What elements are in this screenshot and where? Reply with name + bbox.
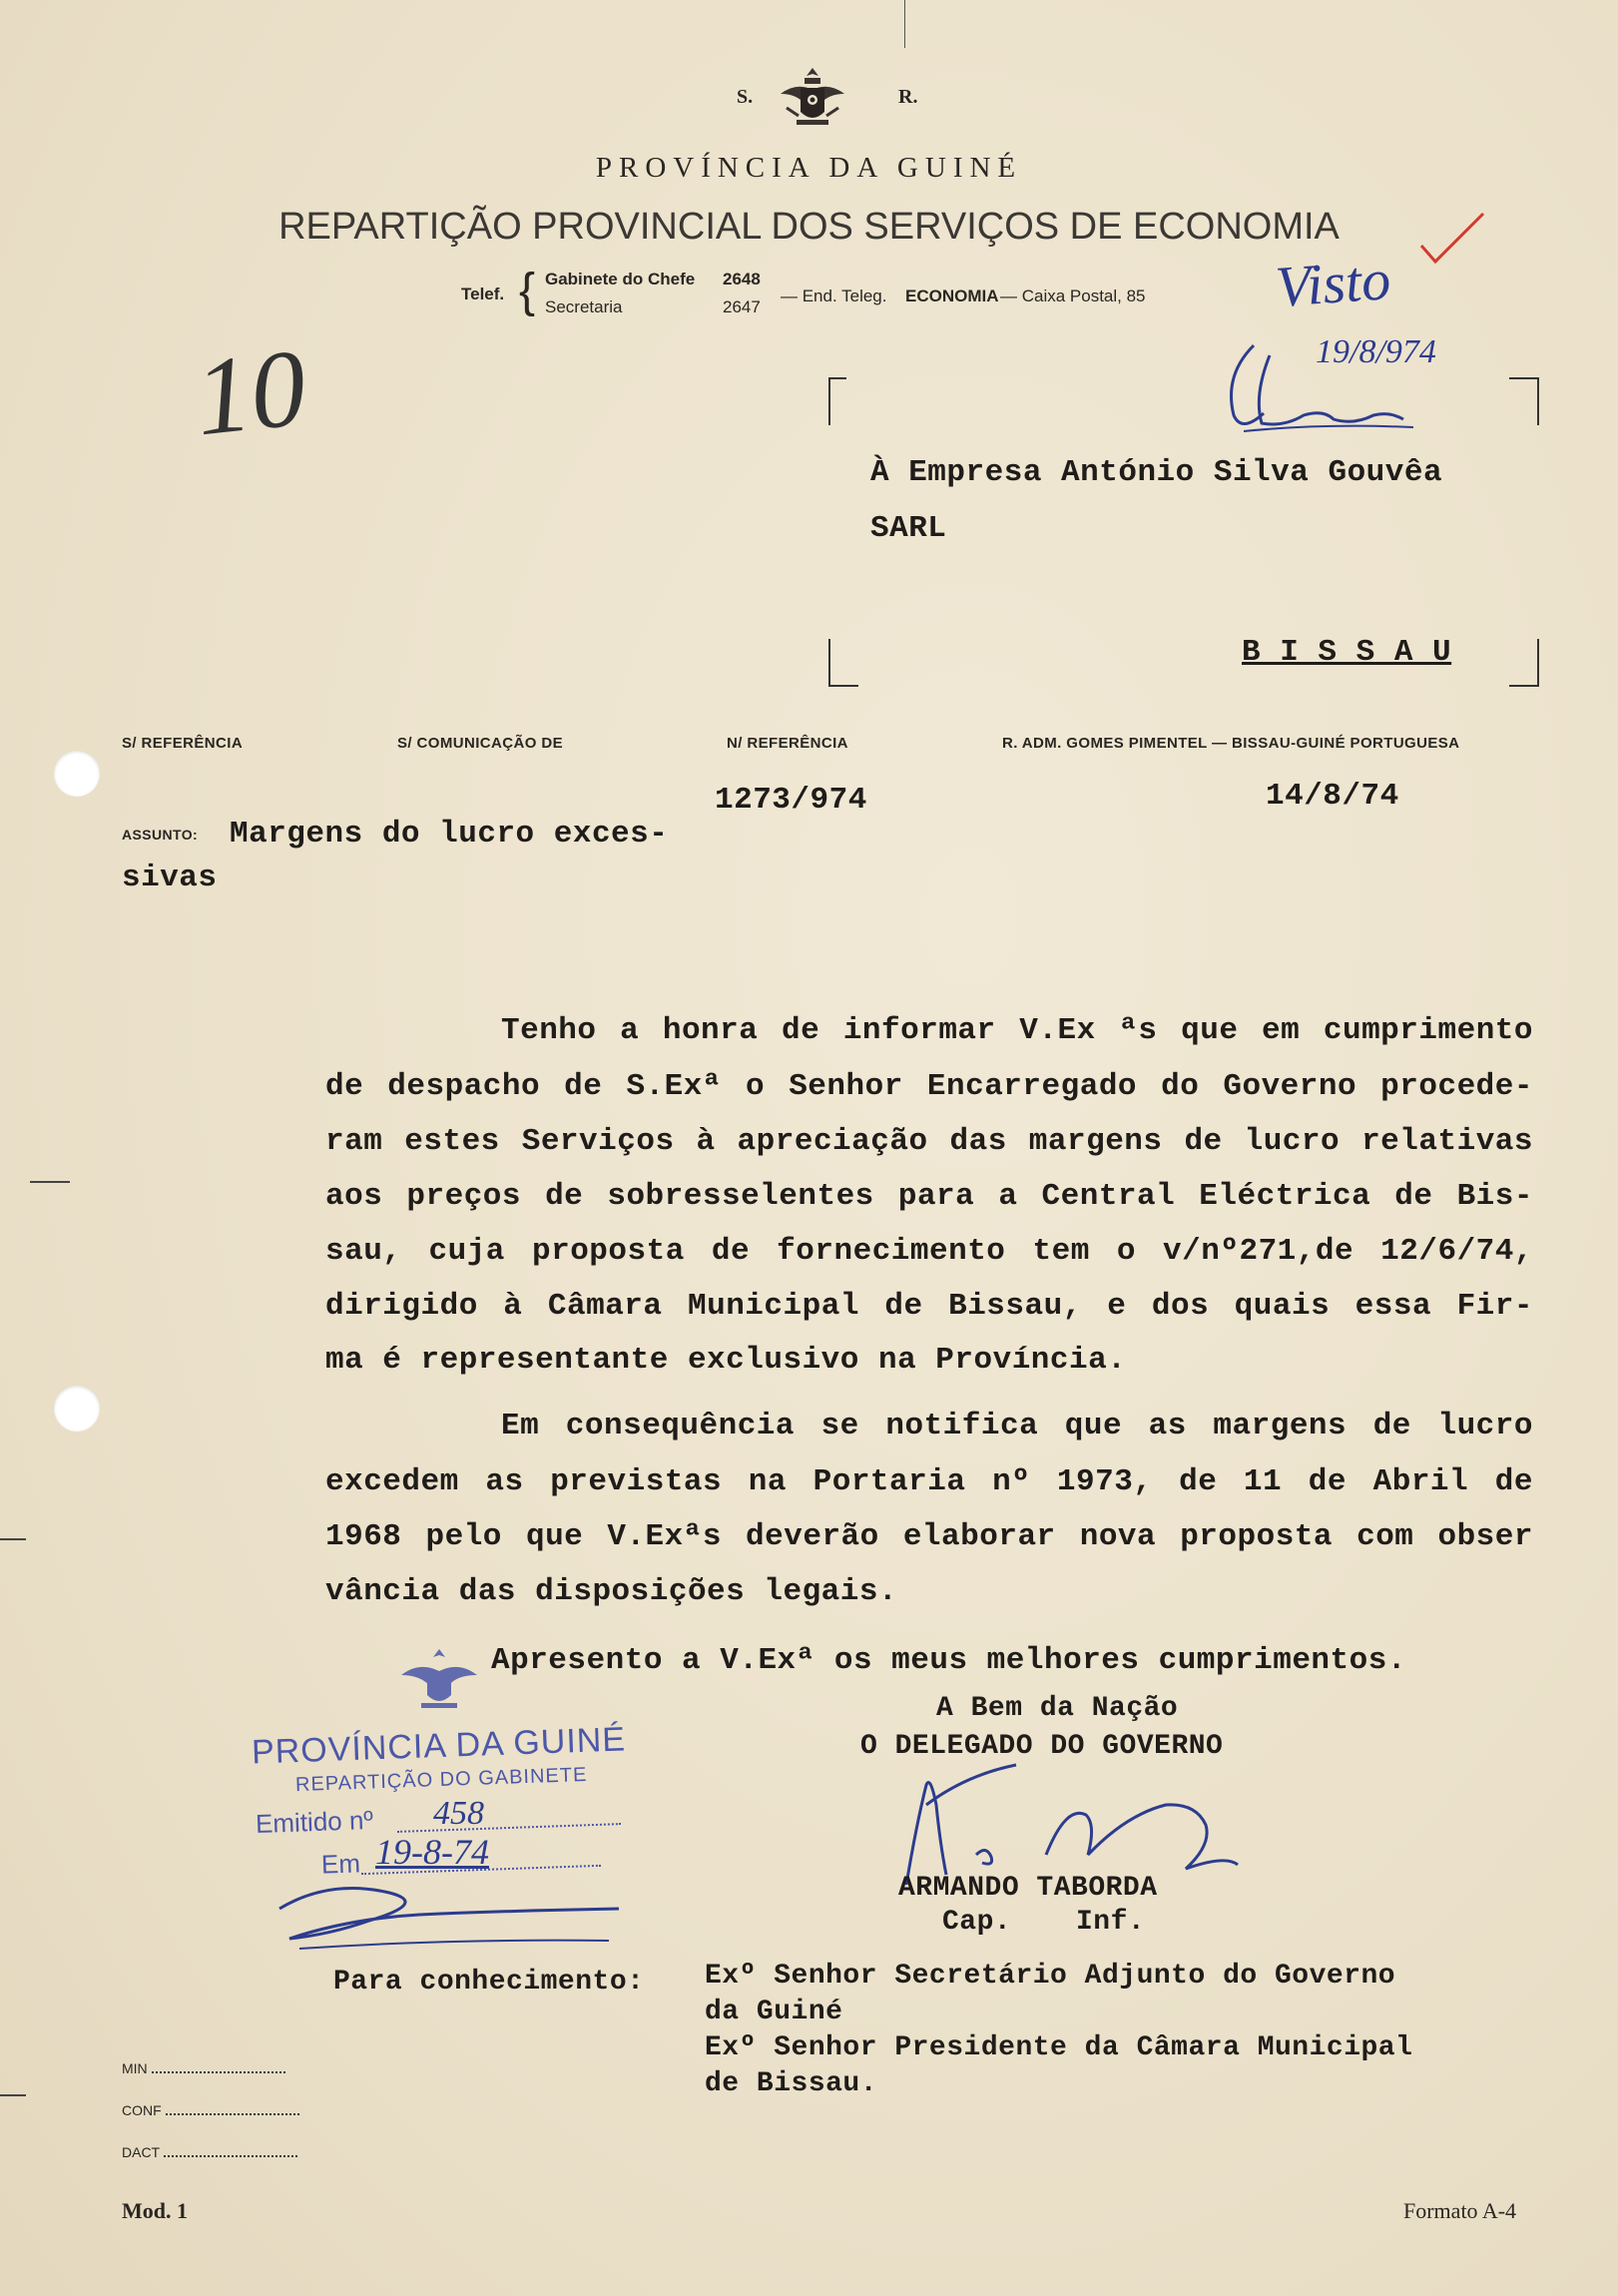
header-letter-r: R. xyxy=(898,86,918,108)
province-title: PROVÍNCIA DA GUINÉ xyxy=(595,152,1023,184)
body-line: 1968 pelo que V.Exªs deverão elaborar nova proposta com obser xyxy=(325,1519,1533,1554)
punch-hole-bottom xyxy=(54,1386,100,1432)
stamp-emitido-number: 458 xyxy=(433,1795,484,1832)
window-corner-tl xyxy=(828,377,846,425)
s-referencia-label: S/ REFERÊNCIA xyxy=(122,735,244,752)
body-line: ma é representante exclusivo na Província. xyxy=(325,1343,1127,1378)
punch-hole-top xyxy=(54,751,100,797)
stamp-date: 19-8-74 xyxy=(375,1832,489,1872)
signature-motto: A Bem da Nação xyxy=(936,1693,1179,1724)
closing-line: Apresento a V.Exª os meus melhores cumprimentos. xyxy=(491,1643,1406,1678)
cc-line-4: de Bissau. xyxy=(705,2068,878,2099)
n-referencia-label: N/ REFERÊNCIA xyxy=(727,735,848,752)
check-mark-icon xyxy=(1417,210,1487,270)
margin-mark xyxy=(30,1181,70,1183)
signatory-rank-2: Inf. xyxy=(1076,1907,1146,1938)
subject-label: ASSUNTO: xyxy=(122,827,199,843)
initials-scribble xyxy=(1214,335,1433,445)
telef-label: Telef. xyxy=(461,285,505,303)
footer-conf-dots xyxy=(166,2113,299,2115)
cc-line-2: da Guiné xyxy=(705,1997,843,2027)
s-comunicacao-label: S/ COMUNICAÇÃO DE xyxy=(397,735,563,752)
stamp-emitido-label: Emitido nº xyxy=(255,1804,374,1840)
handwritten-visto: Visto xyxy=(1273,247,1393,319)
secretaria-label: Secretaria xyxy=(545,297,623,316)
subject-line-2: sivas xyxy=(122,861,218,895)
letter-date: 14/8/74 xyxy=(1266,779,1399,814)
telegraph-label: — End. Teleg. xyxy=(781,287,887,305)
body-line: vância das disposições legais. xyxy=(325,1574,898,1609)
window-corner-bl xyxy=(828,639,858,687)
department-title: REPARTIÇÃO PROVINCIAL DOS SERVIÇOS DE ECONOMIA xyxy=(278,206,1340,248)
stamp-crest-icon xyxy=(395,1645,483,1717)
secretaria-number: 2647 xyxy=(723,297,761,316)
body-line: sau, cuja proposta de fornecimento tem o v/nº271,de 12/6/74, xyxy=(325,1234,1533,1269)
recipient-line-2: SARL xyxy=(870,511,947,546)
footer-dact-dots xyxy=(164,2155,297,2157)
telephone-block xyxy=(461,265,1220,323)
signatory-rank-1: Cap. xyxy=(942,1907,1012,1938)
body-line: aos preços de sobresselentes para a Central Eléctrica de Bis- xyxy=(325,1179,1533,1214)
caixa-postal: — Caixa Postal, 85 xyxy=(1000,287,1146,305)
gabinete-number: 2648 xyxy=(723,270,761,288)
cc-line-1: Exº Senhor Secretário Adjunto do Governo xyxy=(705,1961,1396,1992)
recipient-city: B I S S A U xyxy=(1242,635,1452,670)
address-label: R. ADM. GOMES PIMENTEL — BISSAU-GUINÉ PORTUGUESA xyxy=(1002,735,1460,752)
body-line: excedem as previstas na Portaria nº 1973, de 11 de Abril de xyxy=(325,1464,1533,1499)
stamp-line-2: REPARTIÇÃO DO GABINETE xyxy=(294,1763,588,1797)
handwritten-number: 10 xyxy=(189,325,312,459)
body-line: Tenho a honra de informar V.Ex ªs que em cumprimento xyxy=(501,1013,1533,1048)
window-corner-tr xyxy=(1509,377,1539,425)
coat-of-arms-icon xyxy=(777,64,848,136)
footer-min xyxy=(122,2060,285,2076)
reference-number: 1273/974 xyxy=(715,783,867,818)
window-corner-br xyxy=(1509,639,1539,687)
subject-line-1: Margens do lucro exces- xyxy=(230,817,669,852)
header-letter-s: S. xyxy=(737,86,754,108)
footer-conf-label: CONF xyxy=(122,2102,162,2118)
gabinete-label: Gabinete do Chefe xyxy=(545,270,696,288)
stamp-em-label: Em xyxy=(320,1848,361,1880)
margin-mark xyxy=(0,1538,26,1540)
stamp-line-1: PROVÍNCIA DA GUINÉ xyxy=(251,1720,627,1772)
cc-line-3: Exº Senhor Presidente da Câmara Municipal xyxy=(705,2032,1413,2063)
footer-min-dots xyxy=(152,2071,285,2073)
footer-model: Mod. 1 xyxy=(122,2198,188,2223)
signature-title: O DELEGADO DO GOVERNO xyxy=(860,1731,1224,1762)
footer-min-label: MIN xyxy=(122,2060,148,2076)
body-line: de despacho de S.Exª o Senhor Encarregado do Governo procede- xyxy=(325,1069,1533,1104)
fold-line xyxy=(904,0,905,48)
body-line: dirigido à Câmara Municipal de Bissau, e dos quais essa Fir- xyxy=(325,1289,1533,1324)
footer-format: Formato A-4 xyxy=(1403,2198,1517,2223)
footer-dact xyxy=(122,2144,297,2160)
cc-label: Para conhecimento: xyxy=(333,1967,645,1998)
body-line: ram estes Serviços à apreciação das margens de lucro relativas xyxy=(325,1124,1533,1159)
handwritten-visto-date: 19/8/974 xyxy=(1316,333,1436,370)
stamp-signature-scribble xyxy=(270,1869,639,1959)
footer-dact-label: DACT xyxy=(122,2144,161,2160)
body-line: Em consequência se notifica que as margens de lucro xyxy=(501,1409,1533,1443)
footer-conf xyxy=(122,2102,299,2118)
signatory-name: ARMANDO TABORDA xyxy=(898,1873,1158,1904)
brace: { xyxy=(519,265,536,317)
recipient-line-1: À Empresa António Silva Gouvêa xyxy=(870,455,1443,490)
telegraph-name: ECONOMIA xyxy=(905,287,999,305)
margin-mark xyxy=(0,2094,26,2096)
